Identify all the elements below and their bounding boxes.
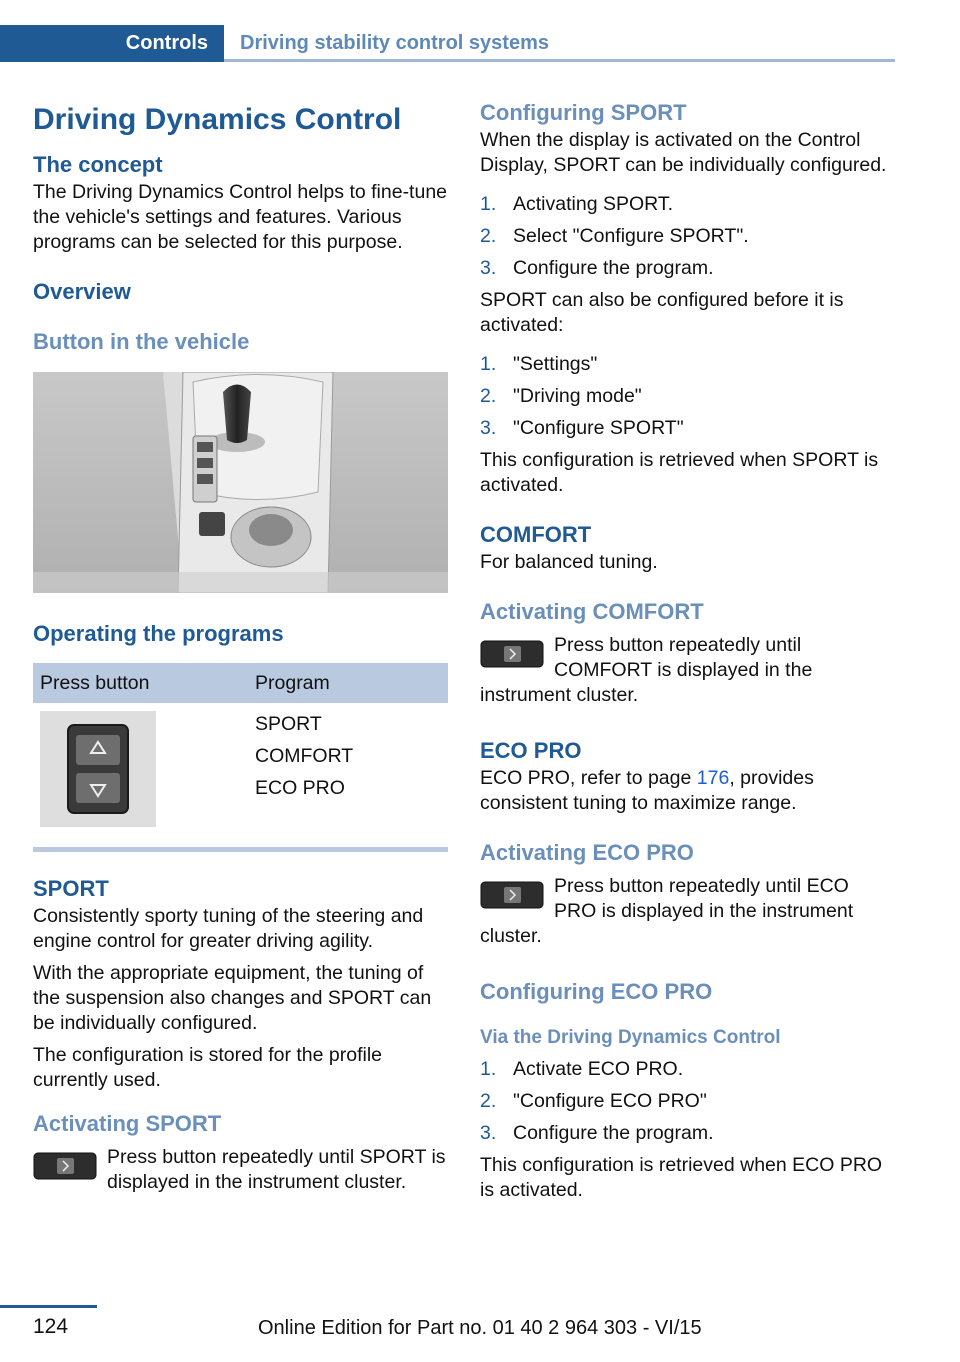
right-column: [480, 98, 896, 1203]
config-sport-menu: [480, 352, 896, 441]
activating-comfort-heading: Activating COMFORT: [480, 599, 704, 624]
eco-text: ECO PRO, refer to page 176, provides consistent tuning to maximize range.: [480, 767, 814, 814]
config-sport-before: SPORT can also be configured before it is activated:: [480, 289, 844, 336]
header-rule: [224, 59, 895, 62]
operating-heading: Operating the programs: [33, 621, 284, 646]
config-sport-steps: [480, 192, 896, 281]
page-number: 124: [33, 1315, 69, 1338]
concept-heading: The concept: [33, 152, 163, 177]
left-column: [33, 98, 449, 1195]
page-title: Driving Dynamics Control: [33, 103, 402, 136]
overview-heading: Overview: [33, 279, 131, 304]
page-header: [0, 25, 895, 62]
config-sport-retrieved: This configuration is retrieved when SPORT is activated.: [480, 449, 879, 496]
list-item: 2. "Driving mode": [480, 385, 642, 407]
section-title: Driving stability control systems: [240, 32, 549, 54]
list-item: 3. Configure the program.: [480, 257, 714, 279]
list-item: 3. "Configure SPORT": [480, 417, 684, 439]
list-item: 2. Select "Configure SPORT".: [480, 225, 749, 247]
list-item: 3. Configure the program.: [480, 1122, 714, 1144]
button-heading: Button in the vehicle: [33, 329, 250, 354]
footer-rule: [0, 1305, 97, 1308]
toggle-button-icon: [480, 637, 544, 671]
table-row: [33, 703, 448, 845]
sport-heading: SPORT: [33, 876, 109, 901]
comfort-text: For balanced tuning.: [480, 551, 658, 573]
eco-heading: ECO PRO: [480, 738, 582, 763]
page-176-link[interactable]: 176: [696, 767, 730, 789]
console-illustration: [33, 372, 448, 593]
config-eco-steps: [480, 1057, 896, 1146]
program-toggle-button-icon: [40, 711, 156, 827]
program-sport: SPORT: [255, 713, 322, 735]
config-sport-heading: Configuring SPORT: [480, 100, 687, 125]
activating-eco-block: [480, 874, 896, 949]
config-eco-heading: Configuring ECO PRO: [480, 979, 713, 1004]
activating-sport-block: [33, 1145, 449, 1195]
column-header-program: Program: [248, 663, 448, 703]
comfort-heading: COMFORT: [480, 522, 592, 547]
program-comfort: COMFORT: [255, 745, 354, 767]
via-heading: Via the Driving Dynamics Control: [480, 1027, 781, 1048]
programs-table: [33, 663, 448, 845]
sport-text-1: Consistently sporty tuning of the steering and engine control for greater driving agility.: [33, 905, 424, 952]
sport-text-3: The configuration is stored for the profile currently used.: [33, 1044, 383, 1091]
activating-sport-text: Press button repeatedly until SPORT is displayed in the instrument cluster.: [107, 1146, 446, 1193]
toggle-button-icon: [480, 878, 544, 912]
concept-text: The Driving Dynamics Control helps to fine-tune the vehicle's settings and features. Various programs can be selected for this purpose.: [33, 181, 448, 253]
config-eco-retrieved: This configuration is retrieved when ECO PRO is activated.: [480, 1154, 883, 1201]
table-bottom-rule: [33, 847, 448, 852]
edition-text: Online Edition for Part no. 01 40 2 964 303 - VI/15: [258, 1317, 702, 1339]
sport-text-2: With the appropriate equipment, the tuning of the suspension also changes and SPORT can be individually configured.: [33, 962, 432, 1034]
program-cell: [248, 703, 448, 845]
list-item: 2. "Configure ECO PRO": [480, 1090, 707, 1112]
config-sport-intro: When the display is activated on the Control Display, SPORT can be individually configured.: [480, 129, 887, 176]
list-item: 1. Activate ECO PRO.: [480, 1058, 684, 1080]
vehicle-console-photo: [33, 372, 448, 593]
list-item: 1. "Settings": [480, 353, 598, 375]
button-image-cell: [33, 703, 248, 845]
activating-eco-heading: Activating ECO PRO: [480, 840, 694, 865]
toggle-button-icon: [33, 1149, 97, 1183]
list-item: 1. Activating SPORT.: [480, 193, 674, 215]
activating-comfort-block: [480, 633, 896, 708]
activating-sport-heading: Activating SPORT: [33, 1111, 222, 1136]
column-header-press-button: Press button: [33, 663, 248, 703]
chapter-tab[interactable]: Controls: [0, 25, 224, 62]
activating-eco-text: Press button repeatedly until ECO PRO is displayed in the instrument cluster.: [480, 875, 854, 947]
activating-comfort-text: Press button repeatedly until COMFORT is displayed in the instrument cluster.: [480, 634, 813, 706]
program-eco-pro: ECO PRO: [255, 777, 345, 799]
